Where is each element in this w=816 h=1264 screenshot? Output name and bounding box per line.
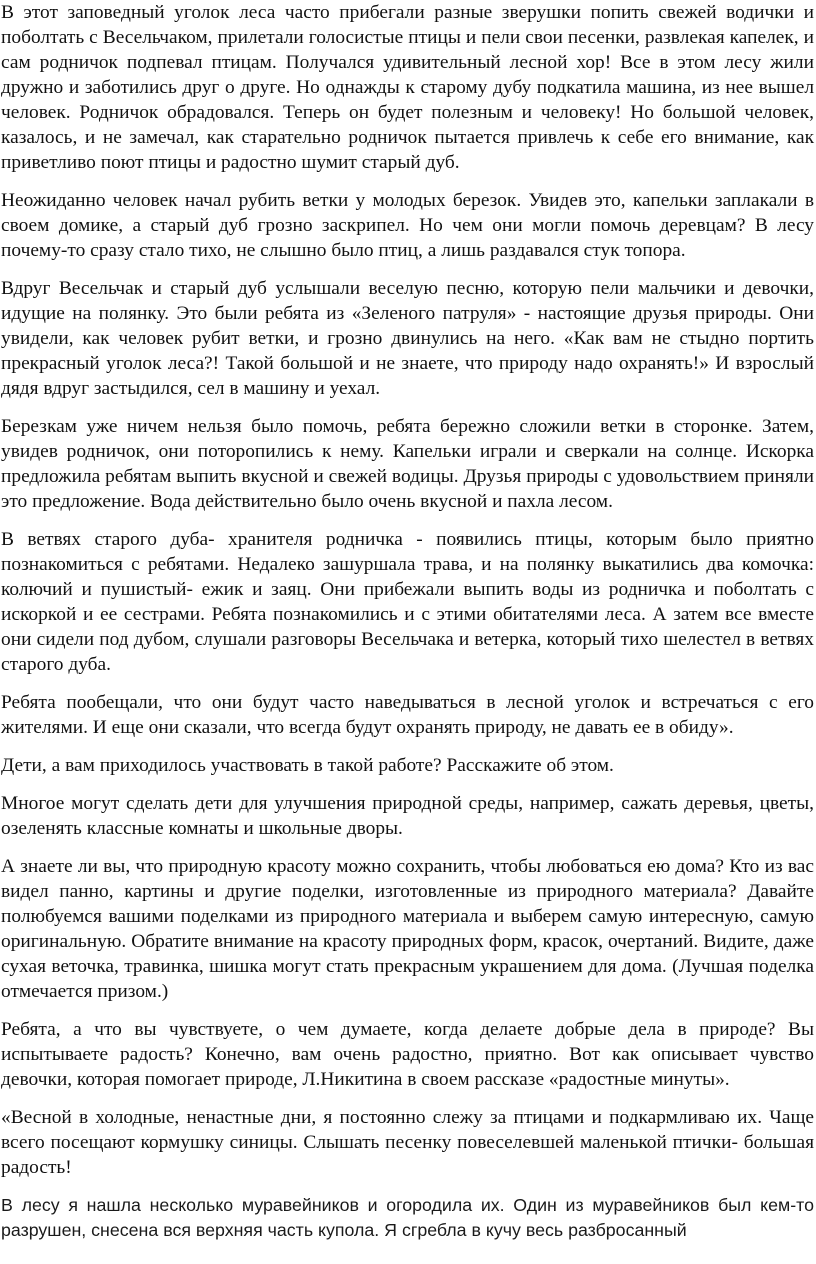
paragraph-green-patrol: Вдруг Весельчак и старый дуб услышали веселую песню, которую пели мальчики и девочки, идущие на полянку. Это были ребята из «Зеленого патруля» - настоящие друзья природы. Они увидели, как человек рубит ветки, и грозно двинулись на него. «Как вам не стыдно портить прекрасный уголок леса?! Такой большой и не знаете, что природу надо охранять!» И взрослый дядя вдруг застыдился, сел в машину и уехал.: [1, 278, 814, 399]
paragraph-oak-guardian: В ветвях старого дуба- хранителя родничка - появились птицы, которым было приятно познакомиться с ребятами. Недалеко зашуршала трава, и на полянку выкатились два комочка: колючий и пушистый- ежик и заяц. Они прибежали выпить воды из родничка и поболтать с искоркой и ее сестрами. Ребята познакомились и с этими обитателями леса. А затем все вместе они сидели под дубом, слушали разговоры Весельчака и ветерка, который тихо шелестел в ветвях старого дуба.: [1, 529, 814, 675]
paragraph-feelings: Ребята, а что вы чувствуете, о чем думаете, когда делаете добрые дела в природе? Вы испытываете радость? Конечно, вам очень радостно, приятно. Вот как описывает чувство девочки, которая помогает природе, Л.Никитина в своем рассказе «радостные минуты».: [1, 1019, 814, 1090]
paragraph-natural-crafts: А знаете ли вы, что природную красоту можно сохранить, чтобы любоваться ею дома? Кто из вас видел панно, картины и другие поделки, изготовленные из природного материала? Давайте полюбуемся вашими поделками из природного материала и выберем самую интересную, самую оригинальную. Обратите внимание на красоту природных форм, красок, очертаний. Видите, даже сухая веточка, травинка, шишка могут стать прекрасным украшением для дома. (Лучшая поделка отмечается призом.): [1, 856, 814, 1002]
paragraph-birches: Березкам уже ничем нельзя было помочь, ребята бережно сложили ветки в сторонке. Затем, увидев родничок, они поторопились к нему. Капельки играли и сверкали на солнце. Искорка предложила ребятам выпить вкусной и свежей водицы. Друзья природы с удовольствием приняли это предложение. Вода действительно было очень вкусной и пахла лесом.: [1, 416, 814, 512]
paragraph-promise: Ребята пообещали, что они будут часто наведываться в лесной уголок и встречаться с его жителями. И еще они сказали, что всегда будут охранять природу, не давать ее в обиду».: [1, 692, 814, 738]
paragraph-anthills: В лесу я нашла несколько муравейников и огородила их. Один из муравейников был кем-то разрушен, снесена вся верхняя часть купола. Я сгребла в кучу весь разбросанный: [1, 1195, 814, 1240]
paragraph-children-help: Многое могут сделать дети для улучшения природной среды, например, сажать деревья, цветы, озеленять классные комнаты и школьные дворы.: [1, 793, 814, 839]
paragraph-quote-birds: «Весной в холодные, ненастные дни, я постоянно слежу за птицами и подкармливаю их. Чаще всего посещают кормушку синицы. Слышать песенку повеселевшей маленькой птички- большая радость!: [1, 1107, 814, 1178]
paragraph-man-cutting-branches: Неожиданно человек начал рубить ветки у молодых березок. Увидев это, капельки заплакали в своем домике, а старый дуб грозно заскрипел. Но чем они могли помочь деревцам? В лесу почему-то сразу стало тихо, не слышно было птиц, а лишь раздавался стук топора.: [1, 190, 814, 261]
paragraph-question: Дети, а вам приходилось участвовать в такой работе? Расскажите об этом.: [1, 755, 614, 776]
paragraph-forest-spring: В этот заповедный уголок леса часто прибегали разные зверушки попить свежей водички и поболтать с Весельчаком, прилетали голосистые птицы и пели свои песенки, развлекая капелек, и сам родничок подпевал птицам. Получался удивительный лесной хор! Все в этом лесу жили дружно и заботились друг о друге. Но однажды к старому дубу подкатила машина, из нее вышел человек. Родничок обрадовался. Теперь он будет полезным и человеку! Но большой человек, казалось, и не замечал, как старательно родничок пытается привлечь к себе его внимание, как приветливо поют птицы и радостно шумит старый дуб.: [1, 2, 814, 173]
